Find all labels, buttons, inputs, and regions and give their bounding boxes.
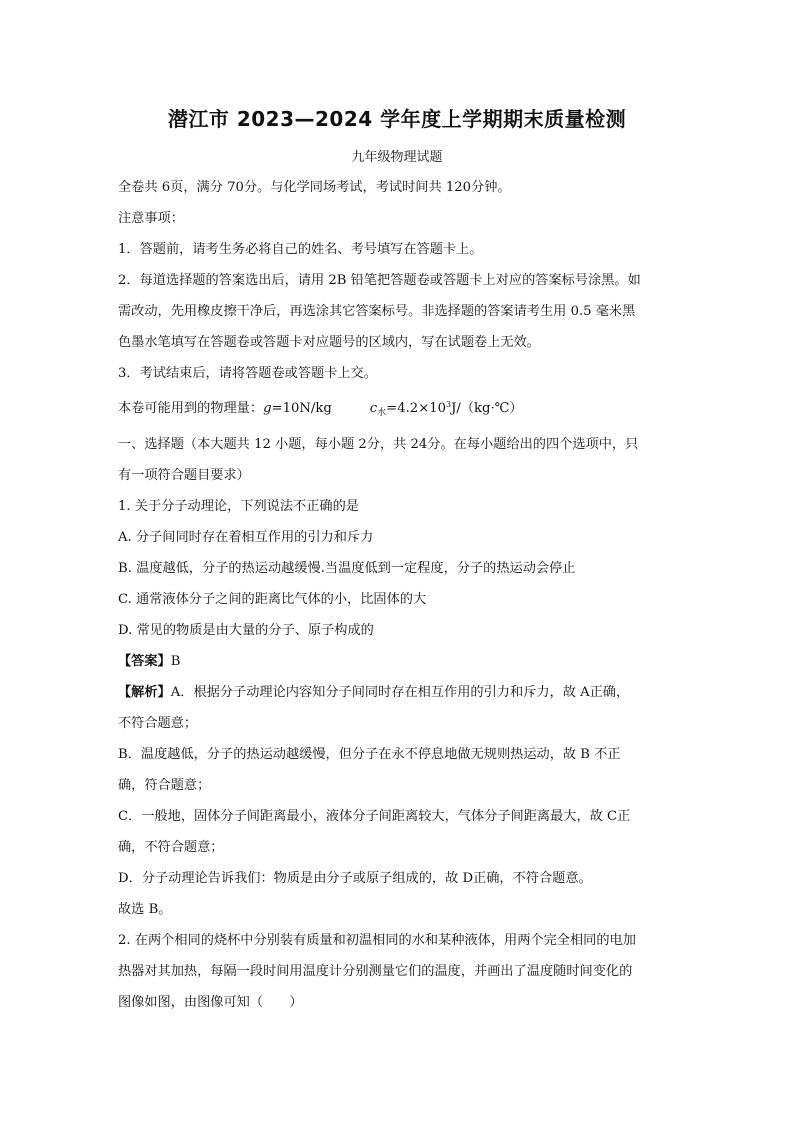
section-heading: 有一项符合题目要求） bbox=[118, 468, 250, 483]
section-heading: 一、选择题（本大题共 12 小题，每小题 2分，共 24分。在每小题给出的四个选项中，只 bbox=[118, 437, 639, 452]
answer-value: B bbox=[170, 654, 181, 669]
question-1-option-b: B. 温度越低，分子的热运动越缓慢.当温度低到一定程度，分子的热运动会停止 bbox=[118, 561, 576, 576]
gravity-value: =10N/kg bbox=[271, 401, 332, 416]
exam-intro: 全卷共 6页，满分 70分。与化学同场考试，考试时间共 120分钟。 bbox=[118, 180, 511, 195]
question-1-option-a: A. 分子间同时存在着相互作用的引力和斥力 bbox=[118, 530, 374, 545]
notice-heading: 注意事项： bbox=[118, 211, 184, 226]
analysis-line: B．温度越低，分子的热运动越缓慢，但分子在永不停息地做无规则热运动，故 B 不正 bbox=[118, 747, 621, 762]
exam-body bbox=[118, 172, 674, 1018]
gravity-symbol: g bbox=[263, 401, 272, 416]
answer-label: 【答案】 bbox=[118, 654, 171, 669]
notice-item: 需改动，先用橡皮擦干净后，再选涂其它答案标号。非选择题的答案请考生用 0.5 毫米黑 bbox=[118, 304, 636, 319]
analysis-line: A．根据分子动理论内容知分子间同时存在相互作用的引力和斥力，故 A正确， bbox=[170, 685, 630, 700]
page-title: 潜江市 2023—2024 学年度上学期期末质量检测 bbox=[167, 107, 627, 131]
question-1-answer bbox=[118, 646, 674, 677]
question-2-stem: 热器对其加热，每隔一段时间用温度计分别测量它们的温度，并画出了温度随时间变化的 bbox=[118, 964, 633, 979]
analysis-line: 确，符合题意； bbox=[118, 778, 211, 793]
analysis-conclusion: 故选 B。 bbox=[118, 902, 172, 917]
question-2-stem: 2. 在两个相同的烧杯中分别装有质量和初温相同的水和某种液体，用两个完全相同的电加 bbox=[118, 933, 636, 948]
constants-lead: 本卷可能用到的物理量： bbox=[118, 401, 264, 416]
notice-item: 2．每道选择题的答案选出后，请用 2B 铅笔把答题卷或答题卡上对应的答案标号涂黑。如 bbox=[118, 273, 641, 288]
heat-capacity-value: =4.2×10 bbox=[386, 401, 447, 416]
notice-item: 1．答题前，请考生务必将自己的姓名、考号填写在答题卡上。 bbox=[118, 242, 483, 257]
analysis-line: C．一般地，固体分子间距离最小，液体分子间距离较大，气体分子间距离最大，故 C正 bbox=[118, 809, 631, 824]
heat-capacity-unit: J/（kg·℃） bbox=[451, 401, 523, 416]
heat-capacity-subscript: 水 bbox=[377, 408, 387, 418]
notice-item: 3．考试结束后，请将答题卷或答题卡上交。 bbox=[118, 366, 377, 381]
question-1-option-c: C. 通常液体分子之间的距离比气体的小，比固体的大 bbox=[118, 592, 427, 607]
question-1-stem: 1. 关于分子动理论，下列说法不正确的是 bbox=[118, 499, 359, 514]
page-subtitle: 九年级物理试题 bbox=[351, 150, 443, 165]
analysis-label: 【解析】 bbox=[118, 685, 171, 700]
notice-item: 色墨水笔填写在答题卷或答题卡对应题号的区域内，写在试题卷上无效。 bbox=[118, 335, 540, 350]
analysis-line: 不符合题意； bbox=[118, 716, 198, 731]
analysis-line: D．分子动理论告诉我们：物质是由分子或原子组成的，故 D正确，不符合题意。 bbox=[118, 871, 592, 886]
heat-capacity-exponent: 3 bbox=[446, 400, 452, 409]
analysis-line: 确，不符合题意； bbox=[118, 840, 224, 855]
question-1-analysis bbox=[118, 677, 674, 708]
constants-line bbox=[118, 389, 674, 429]
question-2-stem: 图像如图，由图像可知（ ） bbox=[118, 995, 303, 1010]
heat-capacity-symbol: c bbox=[369, 401, 378, 416]
question-1-option-d: D. 常见的物质是由大量的分子、原子构成的 bbox=[118, 623, 374, 638]
